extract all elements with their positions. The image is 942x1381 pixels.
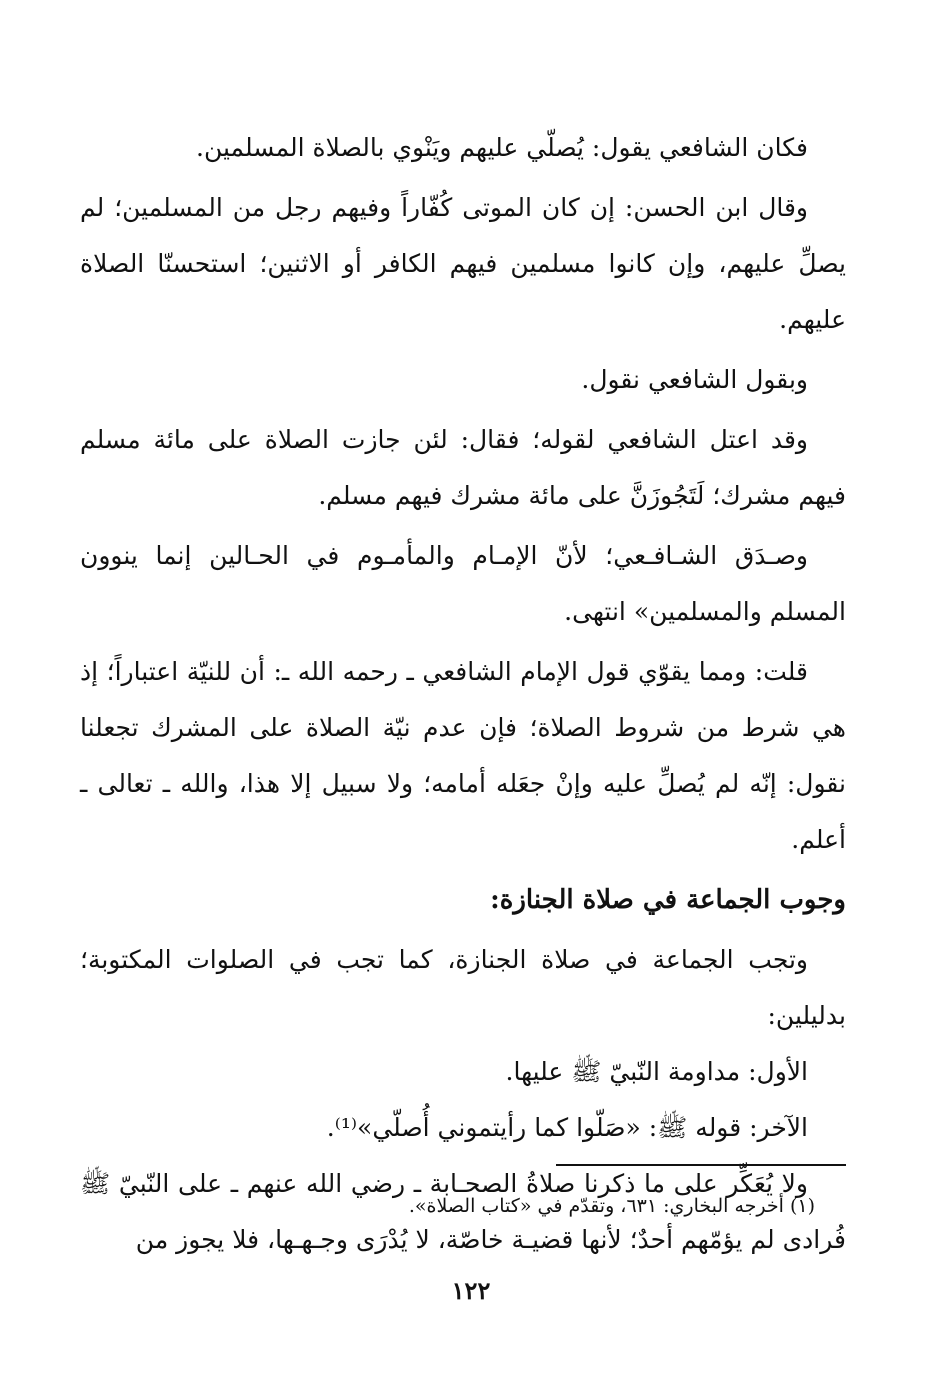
paragraph-9: الآخر: قوله ﷺ: «صَلّوا كما رأيتموني أُصلّي»⁽¹⁾. xyxy=(326,1113,808,1142)
paragraph-8: الأول: مداومة النّبيّ ﷺ عليها. xyxy=(505,1057,808,1086)
page-number: ١٢٢ xyxy=(451,1276,491,1305)
paragraph-7: وتجب الجماعة في صلاة الجنازة، كما تجب في الصلوات المكتوبة؛ بدليلين: xyxy=(80,945,846,1030)
paragraph-2: وقال ابن الحسن: إن كان الموتى كُفّاراً وفيهم رجل من المسلمين؛ لم يصلِّ عليهم، وإن كانوا مسلمين فيهم الكافر أو الاثنين؛ استحسنّا الصلاة عليهم. xyxy=(80,193,846,334)
paragraph-4: وقد اعتل الشافعي لقوله؛ فقال: لئن جازت الصلاة على مائة مسلم فيهم مشرك؛ لَتَجُوزَنَّ على مائة مشرك فيهم مسلم. xyxy=(80,425,846,510)
footnote: (١) أخرجه البخاري: ٦٣١، وتقدّم في «كتاب الصلاة». xyxy=(408,1195,815,1217)
paragraph-1: فكان الشافعي يقول: يُصلّي عليهم ويَنْوي بالصلاة المسلمين. xyxy=(196,133,808,162)
paragraph-6: قلت: ومما يقوّي قول الإمام الشافعي ـ رحمه الله ـ: أن للنيّة اعتباراً؛ إذ هي شرط من شروط الصلاة؛ فإن عدم نيّة الصلاة على المشرك تجعلنا نقول: إنّه لم يُصلِّ عليه وإنْ جعَله أمامه؛ ولا سبيل إلا هذا، والله ـ تعالى ـ أعلم. xyxy=(80,657,846,854)
paragraph-10: ولا يُعَكِّر على ما ذكرنا صلاةُ الصحـابة ـ رضي الله عنهم ـ على النّبيّ ﷺ فُرادى لم يؤمّهم أحدٌ؛ لأنها قضيـة خاصّة، لا يُدْرَى وجـهـها، فلا يجوز من xyxy=(80,1169,846,1254)
footnote-divider xyxy=(556,1164,846,1166)
page-body xyxy=(80,120,846,1268)
section-heading: وجوب الجماعة في صلاة الجنازة: xyxy=(490,885,846,915)
paragraph-3: وبقول الشافعي نقول. xyxy=(581,365,808,394)
paragraph-5: وصـدَق الشـافـعي؛ لأنّ الإمـام والمأمـوم في الحـالين إنما ينوون المسلم والمسلمين» انتهى. xyxy=(80,541,846,626)
